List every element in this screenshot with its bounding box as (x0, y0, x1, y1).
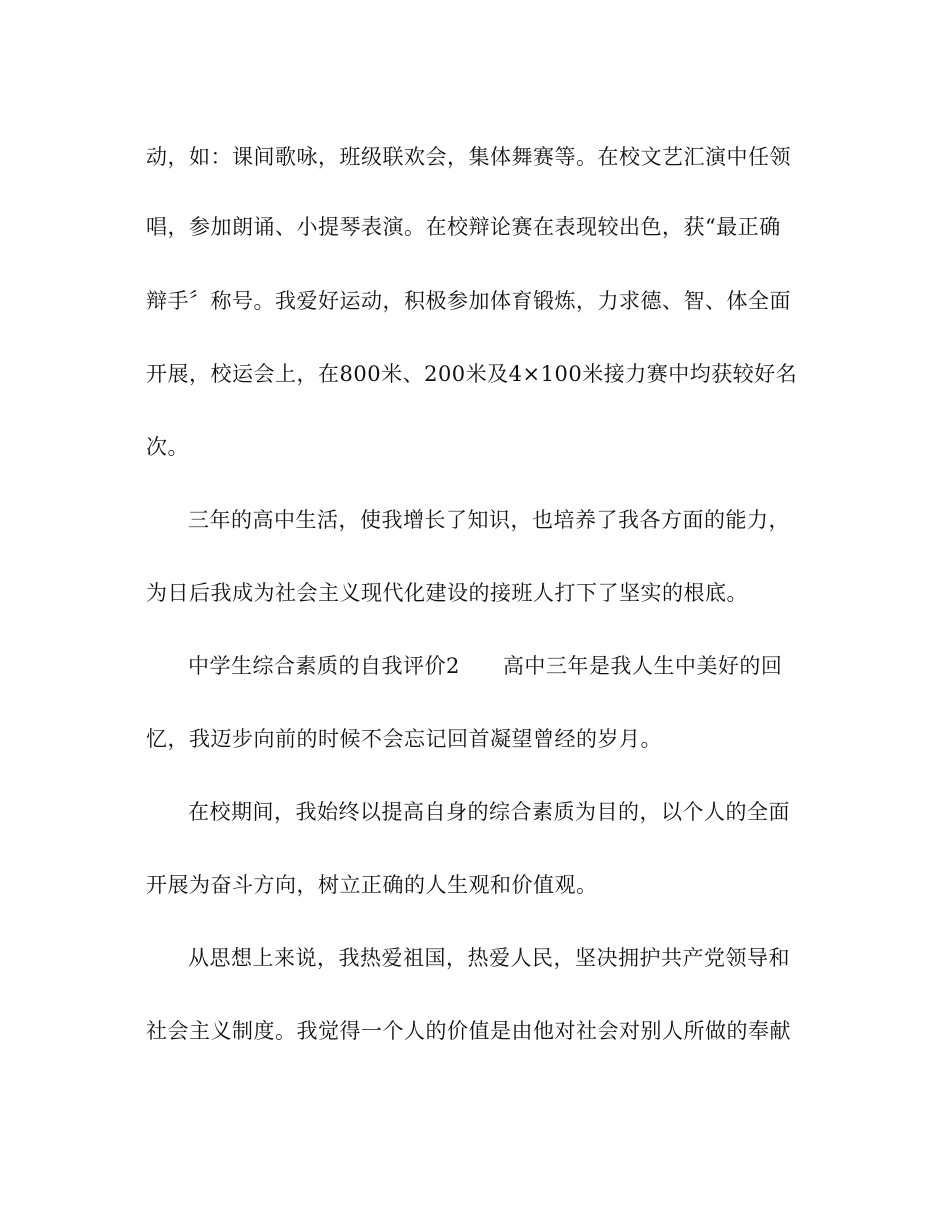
paragraph-first-line: 在校期间，我始终以提高自身的综合素质为目的，以个人的全面 (188, 800, 790, 824)
text-line: 唱，参加朗诵、小提琴表演。在校辩论赛在表现较出色，获“最正确 (146, 215, 781, 239)
text-line: 开展为奋斗方向，树立正确的人生观和价值观。 (146, 873, 598, 897)
text-line: 辩手〞称号。我爱好运动，积极参加体育锻炼，力求德、智、体全面 (146, 289, 791, 313)
text-line: 为日后我成为社会主义现代化建设的接班人打下了坚实的根底。 (146, 581, 748, 605)
text-line: 社会主义制度。我觉得一个人的价值是由他对社会对别人所做的奉献 (146, 1019, 791, 1043)
paragraph-first-line: 从思想上来说，我热爱祖国，热爱人民，坚决拥护共产党领导和 (188, 946, 790, 970)
text-line: 开展，校运会上，在800米、200米及4×100米接力赛中均获较好名 (146, 362, 798, 386)
paragraph-first-line: 中学生综合素质的自我评价2 高中三年是我人生中美好的回 (188, 654, 783, 678)
text-line: 动，如：课间歌咏，班级联欢会，集体舞赛等。在校文艺汇演中任领 (146, 145, 791, 169)
paragraph-first-line: 三年的高中生活，使我增长了知识，也培养了我各方面的能力， (188, 508, 790, 532)
text-line: 忆，我迈步向前的时候不会忘记回首凝望曾经的岁月。 (146, 727, 662, 751)
text-line: 次。 (146, 435, 189, 459)
